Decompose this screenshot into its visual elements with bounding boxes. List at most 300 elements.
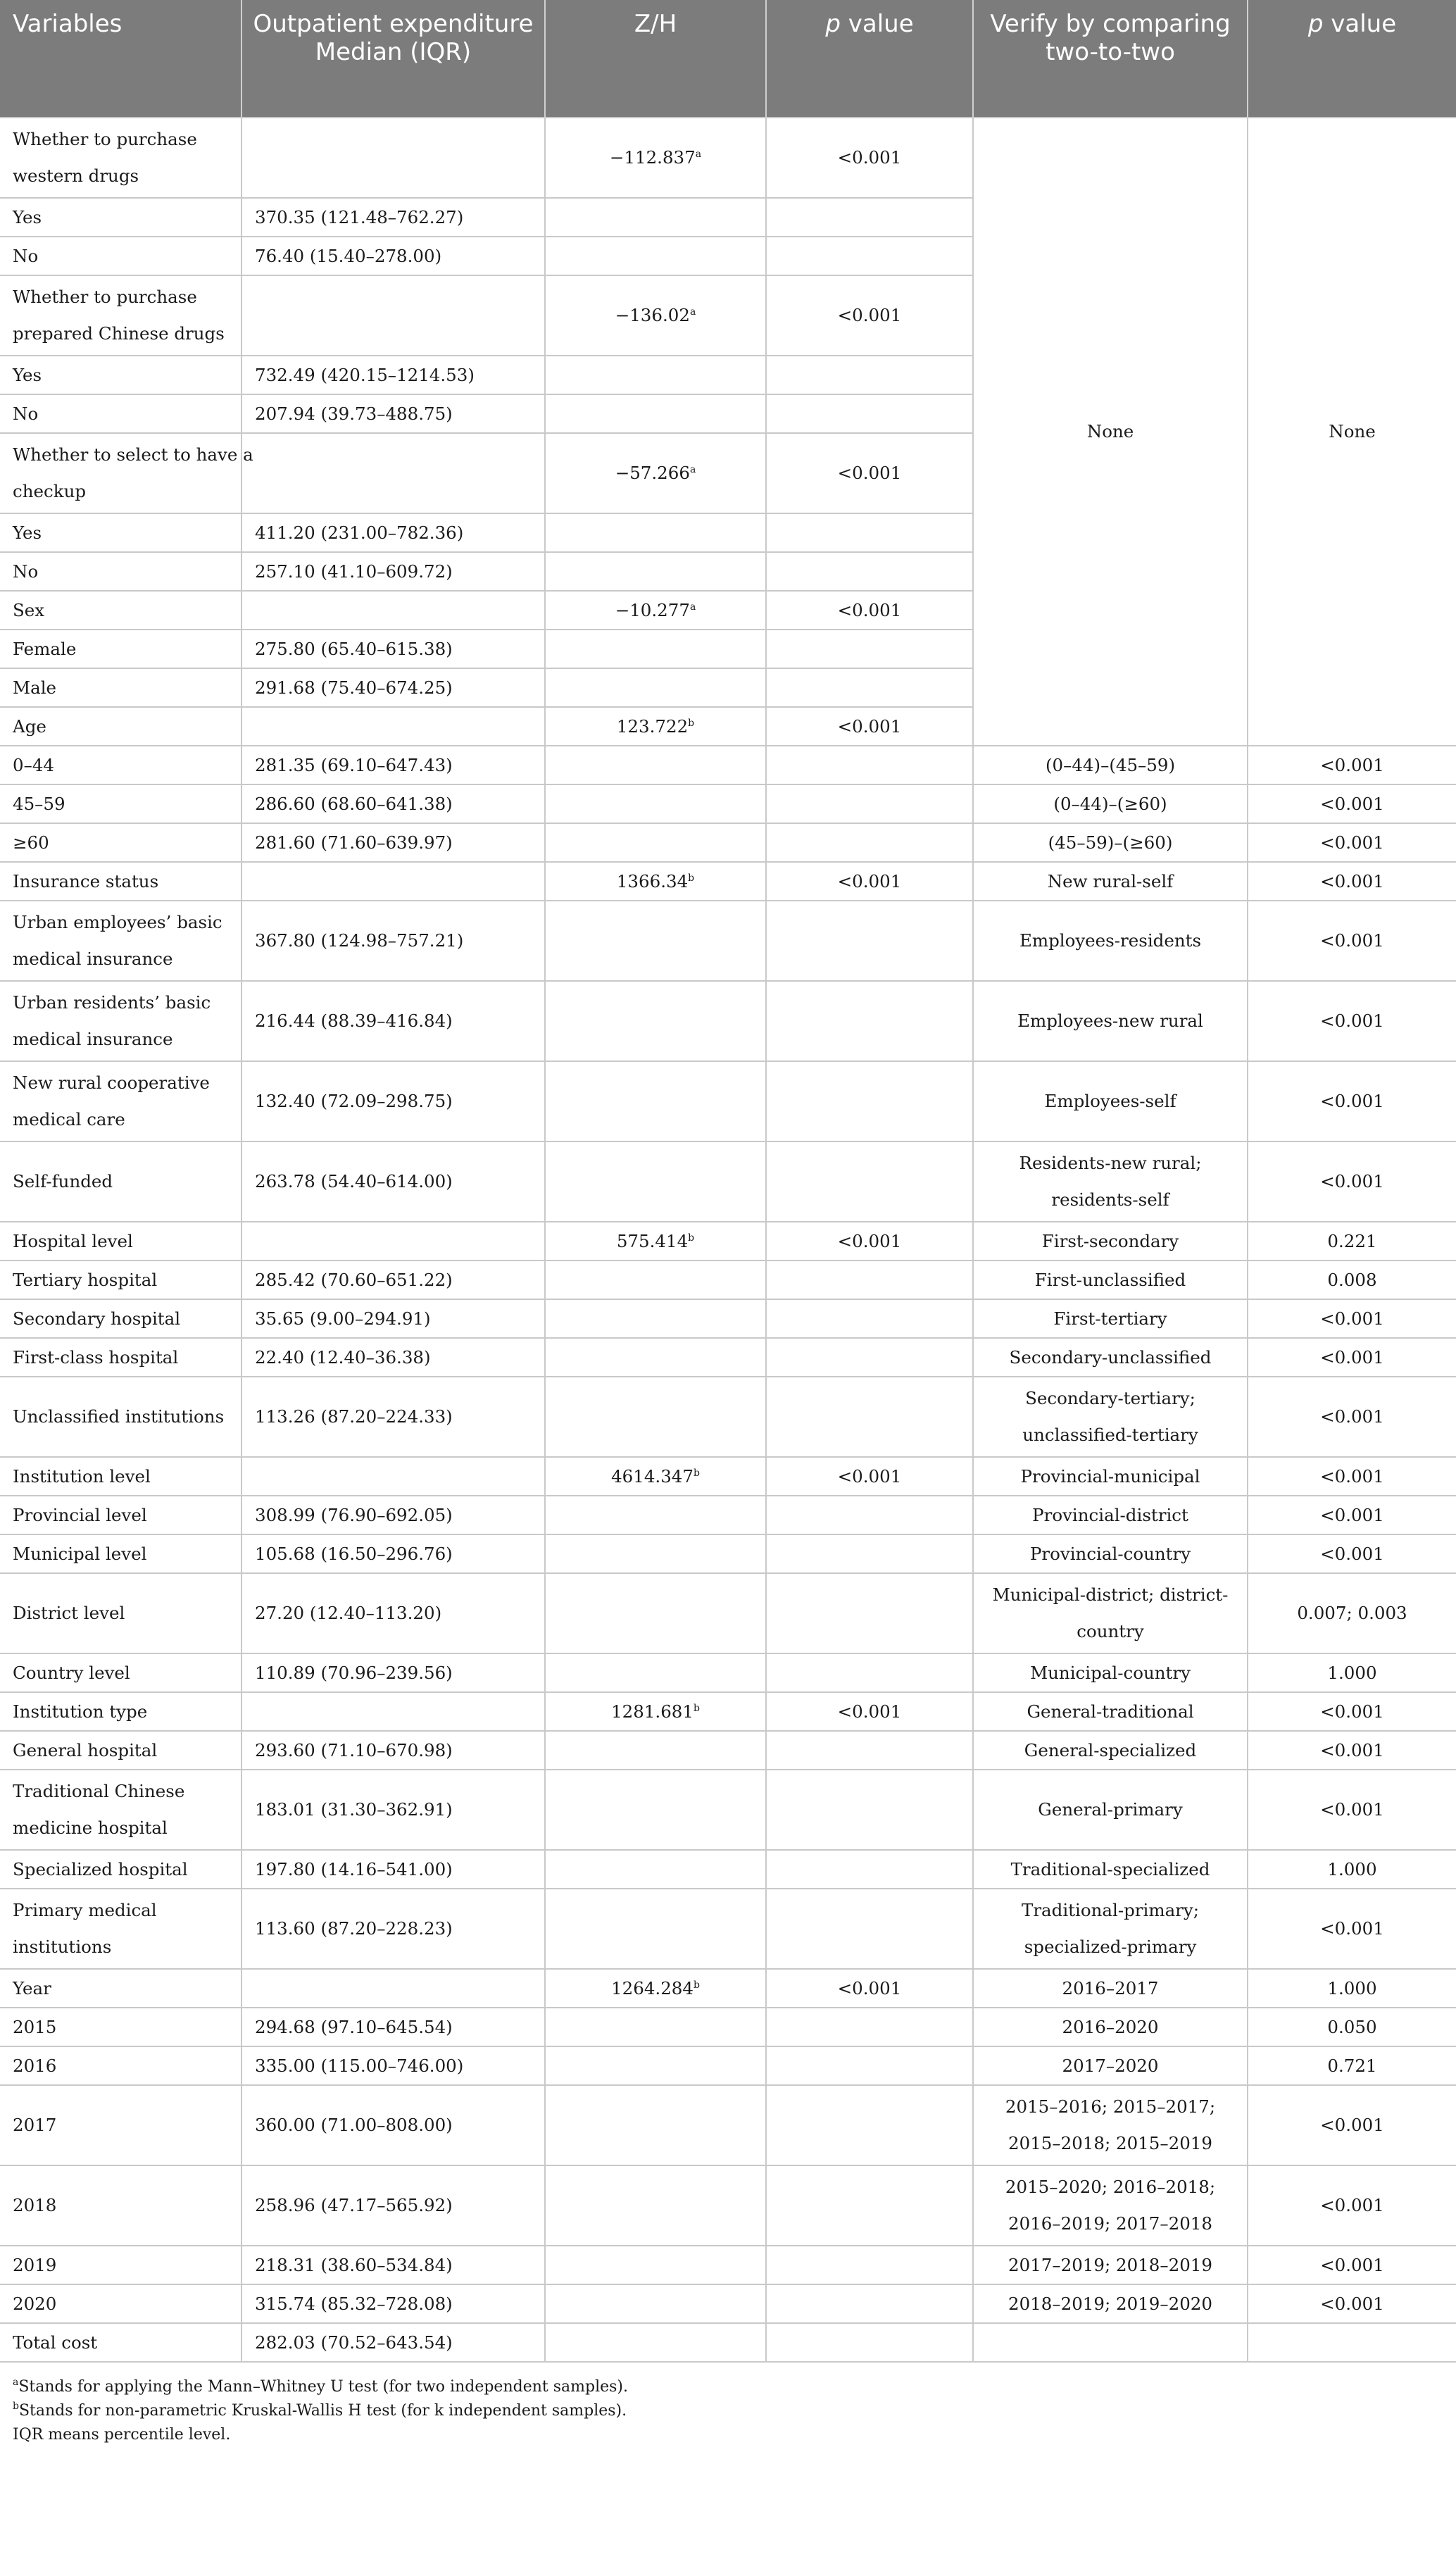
cell-compare: General-primary <box>973 1770 1248 1850</box>
cell-compare: 2017–2020 <box>973 2046 1248 2085</box>
cell-compare: First-unclassified <box>973 1261 1248 1299</box>
cell-p-value <box>766 823 973 862</box>
cell-p2-value: <0.001 <box>1248 2085 1456 2165</box>
cell-variable: Female <box>0 630 241 668</box>
cell-p2-value: <0.001 <box>1248 2165 1456 2246</box>
cell-variable: 2020 <box>0 2284 241 2323</box>
cell-variable: No <box>0 237 241 275</box>
cell-p2-value: <0.001 <box>1248 1770 1456 1850</box>
cell-variable: 2016 <box>0 2046 241 2085</box>
cell-expenditure: 281.35 (69.10–647.43) <box>241 746 545 784</box>
cell-p-value <box>766 2008 973 2046</box>
cell-expenditure: 110.89 (70.96–239.56) <box>241 1653 545 1692</box>
cell-expenditure <box>241 1457 545 1496</box>
cell-p-value <box>766 668 973 707</box>
cell-p-value: <0.001 <box>766 1692 973 1731</box>
cell-variable: Whether to purchase prepared Chinese drugs <box>0 275 241 356</box>
cell-compare: Provincial-district <box>973 1496 1248 1534</box>
cell-p-value <box>766 2165 973 2246</box>
footnote-a-text: Stands for applying the Mann–Whitney U test (for two independent samples). <box>18 2378 628 2396</box>
cell-expenditure: 281.60 (71.60–639.97) <box>241 823 545 862</box>
cell-p2-value: 0.721 <box>1248 2046 1456 2085</box>
cell-expenditure: 22.40 (12.40–36.38) <box>241 1338 545 1377</box>
cell-expenditure: 183.01 (31.30–362.91) <box>241 1770 545 1850</box>
cell-p-value: <0.001 <box>766 591 973 630</box>
cell-variable: 2018 <box>0 2165 241 2246</box>
cell-p-value <box>766 2246 973 2284</box>
cell-variable: Institution level <box>0 1457 241 1496</box>
cell-stat <box>545 2246 766 2284</box>
cell-p-value: <0.001 <box>766 1969 973 2008</box>
cell-variable: Whether to select to have a checkup <box>0 433 241 513</box>
cell-stat <box>545 1261 766 1299</box>
cell-p2-value: <0.001 <box>1248 1061 1456 1141</box>
table-row <box>0 1496 1456 1534</box>
stat-footnote-mark: a <box>689 601 696 613</box>
cell-variable: Primary medical institutions <box>0 1889 241 1969</box>
cell-p2-value: <0.001 <box>1248 746 1456 784</box>
cell-p-value <box>766 746 973 784</box>
cell-variable: Male <box>0 668 241 707</box>
cell-expenditure: 308.99 (76.90–692.05) <box>241 1496 545 1534</box>
header-variables: Variables <box>0 0 241 118</box>
footnote-b <box>13 2399 1456 2423</box>
cell-variable: Yes <box>0 356 241 394</box>
cell-expenditure <box>241 591 545 630</box>
cell-expenditure: 370.35 (121.48–762.27) <box>241 198 545 237</box>
cell-variable: 0–44 <box>0 746 241 784</box>
cell-p-value <box>766 1261 973 1299</box>
cell-variable: ≥60 <box>0 823 241 862</box>
cell-variable: New rural cooperative medical care <box>0 1061 241 1141</box>
cell-variable: 2019 <box>0 2246 241 2284</box>
cell-variable: Traditional Chinese medicine hospital <box>0 1770 241 1850</box>
cell-compare: 2017–2019; 2018–2019 <box>973 2246 1248 2284</box>
header-p2-italic: p <box>1307 10 1324 38</box>
cell-p-value <box>766 1850 973 1889</box>
cell-variable: No <box>0 552 241 591</box>
cell-variable: Municipal level <box>0 1534 241 1573</box>
cell-compare: Municipal-district; district- country <box>973 1573 1248 1653</box>
cell-expenditure <box>241 707 545 746</box>
cell-p2-value: <0.001 <box>1248 981 1456 1061</box>
table-row <box>0 2085 1456 2165</box>
cell-p-value <box>766 2284 973 2323</box>
cell-expenditure: 258.96 (47.17–565.92) <box>241 2165 545 2246</box>
cell-compare: Provincial-country <box>973 1534 1248 1573</box>
cell-stat: −10.277$^a$ <box>545 591 766 630</box>
cell-stat <box>545 2284 766 2323</box>
table-row <box>0 981 1456 1061</box>
cell-p-value <box>766 1377 973 1457</box>
cell-stat <box>545 1731 766 1770</box>
cell-compare: Municipal-country <box>973 1653 1248 1692</box>
cell-expenditure: 218.31 (38.60–534.84) <box>241 2246 545 2284</box>
cell-compare: (0–44)–(45–59) <box>973 746 1248 784</box>
cell-p-value <box>766 1141 973 1222</box>
cell-stat <box>545 1770 766 1850</box>
table-row <box>0 1889 1456 1969</box>
cell-p-value <box>766 1534 973 1573</box>
table-row <box>0 118 1456 198</box>
cell-variable: Yes <box>0 513 241 552</box>
header-verify: Verify by comparing two-to-two <box>973 0 1248 118</box>
cell-expenditure: 35.65 (9.00–294.91) <box>241 1299 545 1338</box>
cell-compare: 2015–2020; 2016–2018; 2016–2019; 2017–2018 <box>973 2165 1248 2246</box>
cell-p2-value: 1.000 <box>1248 1850 1456 1889</box>
cell-stat <box>545 1141 766 1222</box>
cell-expenditure: 285.42 (70.60–651.22) <box>241 1261 545 1299</box>
footnotes <box>0 2363 1456 2447</box>
cell-p2-value: <0.001 <box>1248 1889 1456 1969</box>
cell-p2-value: <0.001 <box>1248 1534 1456 1573</box>
table-row <box>0 746 1456 784</box>
cell-expenditure: 197.80 (14.16–541.00) <box>241 1850 545 1889</box>
cell-p2-value: <0.001 <box>1248 862 1456 901</box>
stat-footnote-mark: b <box>688 718 695 729</box>
cell-stat <box>545 668 766 707</box>
cell-expenditure: 335.00 (115.00–746.00) <box>241 2046 545 2085</box>
cell-expenditure: 282.03 (70.52–643.54) <box>241 2323 545 2362</box>
cell-expenditure: 132.40 (72.09–298.75) <box>241 1061 545 1141</box>
cell-p-value <box>766 198 973 237</box>
cell-compare: 2016–2017 <box>973 1969 1248 2008</box>
cell-stat <box>545 784 766 823</box>
cell-p2-value: 1.000 <box>1248 1969 1456 2008</box>
cell-stat: 575.414$^b$ <box>545 1222 766 1261</box>
cell-p-value <box>766 630 973 668</box>
cell-p-value <box>766 513 973 552</box>
cell-stat: −57.266$^a$ <box>545 433 766 513</box>
cell-expenditure: 411.20 (231.00–782.36) <box>241 513 545 552</box>
cell-expenditure <box>241 1692 545 1731</box>
cell-expenditure: 27.20 (12.40–113.20) <box>241 1573 545 1653</box>
cell-p-value <box>766 1653 973 1692</box>
table-row <box>0 2165 1456 2246</box>
cell-stat <box>545 2008 766 2046</box>
cell-p-value: <0.001 <box>766 433 973 513</box>
cell-p2-value: <0.001 <box>1248 784 1456 823</box>
cell-expenditure: 315.74 (85.32–728.08) <box>241 2284 545 2323</box>
cell-compare: Employees-new rural <box>973 981 1248 1061</box>
cell-variable: Secondary hospital <box>0 1299 241 1338</box>
cell-variable: Insurance status <box>0 862 241 901</box>
cell-expenditure: 113.26 (87.20–224.33) <box>241 1377 545 1457</box>
cell-p2-value: <0.001 <box>1248 1731 1456 1770</box>
cell-stat: −136.02$^a$ <box>545 275 766 356</box>
cell-stat <box>545 198 766 237</box>
cell-p-value: <0.001 <box>766 275 973 356</box>
cell-stat <box>545 1850 766 1889</box>
cell-p-value <box>766 1299 973 1338</box>
table-row <box>0 1770 1456 1850</box>
table-row <box>0 1299 1456 1338</box>
cell-stat <box>545 2085 766 2165</box>
cell-compare: 2018–2019; 2019–2020 <box>973 2284 1248 2323</box>
cell-compare: Residents-new rural; residents-self <box>973 1141 1248 1222</box>
header-zh: Z/H <box>545 0 766 118</box>
cell-variable: Sex <box>0 591 241 630</box>
cell-variable: Unclassified institutions <box>0 1377 241 1457</box>
footnote-b-text: Stands for non-parametric Kruskal-Wallis H test (for k independent samples). <box>18 2402 627 2420</box>
cell-p2-value: 0.007; 0.003 <box>1248 1573 1456 1653</box>
cell-variable: Self-funded <box>0 1141 241 1222</box>
cell-compare: Employees-self <box>973 1061 1248 1141</box>
header-p-suffix: value <box>840 10 914 38</box>
cell-variable: Urban employees’ basic medical insurance <box>0 901 241 981</box>
cell-p2-value <box>1248 2323 1456 2362</box>
cell-variable: District level <box>0 1573 241 1653</box>
cell-stat <box>545 1061 766 1141</box>
cell-expenditure: 216.44 (88.39–416.84) <box>241 981 545 1061</box>
cell-expenditure: 293.60 (71.10–670.98) <box>241 1731 545 1770</box>
cell-p2-value: <0.001 <box>1248 2246 1456 2284</box>
cell-variable: First-class hospital <box>0 1338 241 1377</box>
cell-p-value <box>766 1496 973 1534</box>
cell-p2-value: <0.001 <box>1248 823 1456 862</box>
header-p-value <box>766 0 973 118</box>
footnote-b-mark: b <box>13 2401 19 2412</box>
cell-variable: 45–59 <box>0 784 241 823</box>
cell-variable: Age <box>0 707 241 746</box>
cell-variable: General hospital <box>0 1731 241 1770</box>
table-row <box>0 784 1456 823</box>
cell-compare: Provincial-municipal <box>973 1457 1248 1496</box>
table-row <box>0 1141 1456 1222</box>
cell-p2-value: <0.001 <box>1248 2284 1456 2323</box>
cell-p-value <box>766 2323 973 2362</box>
cell-expenditure: 360.00 (71.00–808.00) <box>241 2085 545 2165</box>
cell-p-value <box>766 1061 973 1141</box>
cell-variable: No <box>0 394 241 433</box>
table-row <box>0 2284 1456 2323</box>
cell-stat <box>545 823 766 862</box>
cell-stat <box>545 356 766 394</box>
table-row <box>0 1338 1456 1377</box>
cell-compare <box>973 2323 1248 2362</box>
cell-stat <box>545 1338 766 1377</box>
cell-p2-value: <0.001 <box>1248 1496 1456 1534</box>
cell-verify-none: None <box>973 118 1248 746</box>
cell-compare: (0–44)–(≥60) <box>973 784 1248 823</box>
cell-compare: First-secondary <box>973 1222 1248 1261</box>
cell-compare: 2016–2020 <box>973 2008 1248 2046</box>
cell-stat <box>545 1534 766 1573</box>
cell-stat <box>545 1496 766 1534</box>
table-row <box>0 1261 1456 1299</box>
cell-compare: Secondary-unclassified <box>973 1338 1248 1377</box>
cell-stat <box>545 981 766 1061</box>
cell-stat <box>545 513 766 552</box>
cell-expenditure <box>241 862 545 901</box>
cell-p-value <box>766 981 973 1061</box>
cell-variable: Hospital level <box>0 1222 241 1261</box>
cell-p2-value: <0.001 <box>1248 1141 1456 1222</box>
table-row <box>0 1653 1456 1692</box>
cell-stat: −112.837$^a$ <box>545 118 766 198</box>
cell-variable: Institution type <box>0 1692 241 1731</box>
footnote-a-mark: a <box>13 2377 19 2388</box>
table-row <box>0 1377 1456 1457</box>
cell-expenditure: 207.94 (39.73–488.75) <box>241 394 545 433</box>
cell-p-value <box>766 1889 973 1969</box>
cell-variable: Year <box>0 1969 241 2008</box>
cell-variable: 2015 <box>0 2008 241 2046</box>
stat-footnote-mark: b <box>688 1232 695 1244</box>
stat-footnote-mark: a <box>695 149 702 160</box>
cell-expenditure: 263.78 (54.40–614.00) <box>241 1141 545 1222</box>
cell-variable: Country level <box>0 1653 241 1692</box>
cell-expenditure <box>241 433 545 513</box>
cell-p-value <box>766 1338 973 1377</box>
header-expenditure: Outpatient expenditure Median (IQR) <box>241 0 545 118</box>
table-row <box>0 2246 1456 2284</box>
cell-stat <box>545 2165 766 2246</box>
cell-expenditure: 286.60 (68.60–641.38) <box>241 784 545 823</box>
cell-expenditure: 257.10 (41.10–609.72) <box>241 552 545 591</box>
cell-expenditure: 76.40 (15.40–278.00) <box>241 237 545 275</box>
cell-p2-value: <0.001 <box>1248 1457 1456 1496</box>
cell-stat <box>545 2323 766 2362</box>
cell-compare: (45–59)–(≥60) <box>973 823 1248 862</box>
cell-p-value <box>766 1731 973 1770</box>
table-row <box>0 901 1456 981</box>
cell-p2-value: <0.001 <box>1248 1377 1456 1457</box>
table-row <box>0 2008 1456 2046</box>
cell-p-value <box>766 394 973 433</box>
cell-p-value <box>766 2046 973 2085</box>
cell-expenditure: 113.60 (87.20–228.23) <box>241 1889 545 1969</box>
cell-stat <box>545 552 766 591</box>
cell-p-value <box>766 1770 973 1850</box>
cell-p-value <box>766 901 973 981</box>
header-p-italic: p <box>825 10 841 38</box>
cell-expenditure <box>241 275 545 356</box>
cell-stat: 1281.681$^b$ <box>545 1692 766 1731</box>
cell-compare: Employees-residents <box>973 901 1248 981</box>
cell-expenditure <box>241 118 545 198</box>
table-row <box>0 1850 1456 1889</box>
cell-stat: 1264.284$^b$ <box>545 1969 766 2008</box>
footnote-iqr: IQR means percentile level. <box>13 2426 231 2444</box>
table-row <box>0 1534 1456 1573</box>
cell-compare: New rural-self <box>973 862 1248 901</box>
cell-p-value <box>766 552 973 591</box>
cell-expenditure: 732.49 (420.15–1214.53) <box>241 356 545 394</box>
cell-variable: 2017 <box>0 2085 241 2165</box>
cell-compare: Traditional-specialized <box>973 1850 1248 1889</box>
cell-stat: 4614.347$^b$ <box>545 1457 766 1496</box>
cell-stat <box>545 2046 766 2085</box>
cell-stat <box>545 1573 766 1653</box>
table-row <box>0 1457 1456 1496</box>
cell-compare: General-traditional <box>973 1692 1248 1731</box>
table-row <box>0 1731 1456 1770</box>
cell-stat <box>545 1653 766 1692</box>
cell-stat: 123.722$^b$ <box>545 707 766 746</box>
cell-p-value: <0.001 <box>766 1222 973 1261</box>
cell-variable: Urban residents’ basic medical insurance <box>0 981 241 1061</box>
cell-compare: General-specialized <box>973 1731 1248 1770</box>
cell-compare: Traditional-primary; specialized-primary <box>973 1889 1248 1969</box>
cell-p-value: <0.001 <box>766 862 973 901</box>
cell-expenditure <box>241 1969 545 2008</box>
header-p-value-2 <box>1248 0 1456 118</box>
cell-expenditure: 294.68 (97.10–645.54) <box>241 2008 545 2046</box>
cell-variable: Total cost <box>0 2323 241 2362</box>
cell-p-value <box>766 784 973 823</box>
cell-expenditure <box>241 1222 545 1261</box>
table-row <box>0 1573 1456 1653</box>
cell-p-value: <0.001 <box>766 118 973 198</box>
cell-stat <box>545 394 766 433</box>
cell-stat <box>545 630 766 668</box>
table-row <box>0 1061 1456 1141</box>
cell-variable: Yes <box>0 198 241 237</box>
cell-compare: First-tertiary <box>973 1299 1248 1338</box>
cell-p2-value: <0.001 <box>1248 1338 1456 1377</box>
cell-variable: Provincial level <box>0 1496 241 1534</box>
cell-p-value <box>766 2085 973 2165</box>
cell-p2-value: <0.001 <box>1248 1692 1456 1731</box>
cell-expenditure: 367.80 (124.98–757.21) <box>241 901 545 981</box>
table-row <box>0 823 1456 862</box>
table-row <box>0 1222 1456 1261</box>
cell-stat: 1366.34$^b$ <box>545 862 766 901</box>
cell-stat <box>545 746 766 784</box>
cell-compare: 2015–2016; 2015–2017; 2015–2018; 2015–2019 <box>973 2085 1248 2165</box>
stat-footnote-mark: b <box>688 872 695 884</box>
cell-p2-value: 0.008 <box>1248 1261 1456 1299</box>
table-row <box>0 1692 1456 1731</box>
cell-p-value: <0.001 <box>766 707 973 746</box>
table-row <box>0 862 1456 901</box>
cell-p-value <box>766 237 973 275</box>
cell-stat <box>545 901 766 981</box>
header-p2-suffix: value <box>1323 10 1397 38</box>
cell-stat <box>545 237 766 275</box>
cell-p2-value: <0.001 <box>1248 1299 1456 1338</box>
cell-expenditure: 275.80 (65.40–615.38) <box>241 630 545 668</box>
cell-p2-value: <0.001 <box>1248 901 1456 981</box>
cell-p2-value: 0.050 <box>1248 2008 1456 2046</box>
cell-p-value <box>766 356 973 394</box>
table-row <box>0 2046 1456 2085</box>
cell-variable: Tertiary hospital <box>0 1261 241 1299</box>
footnote-a <box>13 2375 1456 2399</box>
header-row <box>0 0 1456 118</box>
table-row <box>0 1969 1456 2008</box>
stat-footnote-mark: a <box>689 464 696 475</box>
stat-footnote-mark: a <box>689 306 696 318</box>
stat-footnote-mark: b <box>693 1703 700 1714</box>
cell-p-value <box>766 1573 973 1653</box>
cell-variable: Specialized hospital <box>0 1850 241 1889</box>
cell-p2-none: None <box>1248 118 1456 746</box>
cell-p2-value: 1.000 <box>1248 1653 1456 1692</box>
cell-stat <box>545 1889 766 1969</box>
table-row <box>0 2323 1456 2362</box>
cell-stat <box>545 1377 766 1457</box>
cell-p-value: <0.001 <box>766 1457 973 1496</box>
stat-footnote-mark: b <box>693 1468 700 1479</box>
cell-expenditure: 105.68 (16.50–296.76) <box>241 1534 545 1573</box>
cell-expenditure: 291.68 (75.40–674.25) <box>241 668 545 707</box>
cell-variable: Whether to purchase western drugs <box>0 118 241 198</box>
table-body <box>0 118 1456 2362</box>
cell-compare: Secondary-tertiary; unclassified-tertiary <box>973 1377 1248 1457</box>
cell-stat <box>545 1299 766 1338</box>
